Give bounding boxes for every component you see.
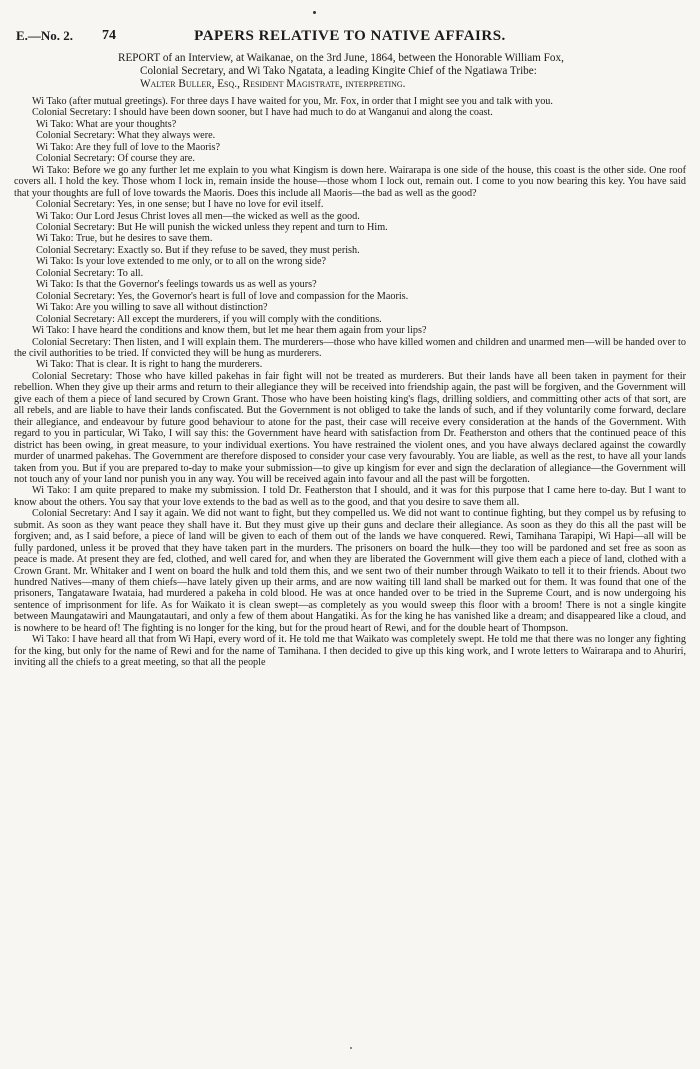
page-title: PAPERS RELATIVE TO NATIVE AFFAIRS. — [194, 28, 506, 44]
paragraph: Wi Tako: I have heard all that from Wi Hapi, every word of it. He told me that Waikato was completely swept. He told me that there was no longer any fighting for the king, but only for the name of Rewi and for the name of Tamihana. I then decided to give up this king work, and I wrote letters to Wairarapa and to Ahuriri, inviting all the chiefs to a great meeting, so that all the people — [14, 634, 686, 669]
paragraph: Colonial Secretary: Yes, the Governor's heart is full of love and compassion for the Maoris. — [36, 290, 409, 302]
paragraph: Wi Tako: Are they full of love to the Maoris? — [36, 141, 220, 153]
paragraph: Wi Tako (after mutual greetings). For three days I have waited for you, Mr. Fox, in order that I might see you and talk with you. — [32, 96, 553, 107]
paragraph: Wi Tako: Our Lord Jesus Christ loves all men—the wicked as well as the good. — [36, 210, 360, 222]
paragraph: Colonial Secretary: What they always were. — [36, 130, 216, 142]
paragraph: Colonial Secretary: All except the murderers, if you will comply with the conditions. — [36, 313, 382, 325]
report-heading-line-3: Walter Buller, Esq., Resident Magistrate, interpreting. — [140, 78, 406, 90]
paragraph: Wi Tako: Are you willing to save all without distinction? — [36, 302, 268, 314]
paragraph: Colonial Secretary: Yes, in one sense; but I have no love for evil itself. — [36, 199, 324, 211]
paragraph: Colonial Secretary: Those who have killed pakehas in fair fight will not be treated as murderers. But their lands have all been taken in payment for their rebellion. When they give up their arms and return to their allegiance they will be received into friendship again, the past will be forgiven, and the Government will give each of them a piece of land secured by Crown Grant. Those who have been hoisting king's flags, drilling soldiers, and committing other acts of that sort, are all rebels, and are liable to have their lands confiscated. But the Government is not obliged to take the lands of such, and if they voluntarily come forward, declare their allegiance, and endeavour by future good behaviour to atone for the past, their case will receive every consideration at the hands of the Government. With regard to you in particular, Wi Tako, I will say this: the Government have heard with satisfaction from Dr. Featherston and others that the continued peace of this district has been owing, in great measure, to your individual exertions. You have restrained the violent ones, and you have always declared against the cowardly murder of unarmed pakehas. The Government are therefore disposed to consider your case very favourably. You are liable, as well as the rest, to have all your lands taken from you. But if you are prepared to-day to make your submission—to give up kingism for ever and sign the declaration of allegiance—the Government will not touch any of your land nor punish you in any way. You will be received again into favour and all the past will be forgotten. — [14, 370, 686, 485]
paragraph: Colonial Secretary: I should have been down sooner, but I have had much to do at Wanganui and along the coast. — [32, 107, 493, 119]
paragraph: Colonial Secretary: But He will punish the wicked unless they repent and turn to Him. — [36, 221, 388, 233]
paragraph: Wi Tako: I am quite prepared to make my submission. I told Dr. Featherston that I should, and it was for this purpose that I came here to-day. But I want to know about the others. You say that your love extends to the bad as well as to the good, and that you desire to save them all. — [14, 485, 686, 508]
paragraph: Colonial Secretary: To all. — [36, 267, 144, 279]
report-heading-line-2: Colonial Secretary, and Wi Tako Ngatata, a leading Kingite Chief of the Ngatiawa Tribe: — [140, 65, 537, 77]
paragraph: Colonial Secretary: Then listen, and I will explain them. The murderers—those who have killed women and children and unarmed men—will be handed over to the civil authorities to be tried. If convicted they will be hung as murderers. — [14, 336, 686, 359]
interview-body — [14, 96, 686, 669]
document-reference: E.—No. 2. — [16, 28, 74, 43]
paragraph: Wi Tako: I have heard the conditions and know them, but let me hear them again from your lips? — [32, 325, 427, 337]
report-heading-line-1: REPORT of an Interview, at Waikanae, on the 3rd June, 1864, between the Honorable William Fox, — [118, 52, 564, 64]
paragraph: Wi Tako: Before we go any further let me explain to you what Kingism is down here. Wairarapa is one side of the house, this coast is the other side. One roof covers all. I hold the key. Those whom I lock in, remain inside the house—those whom I lock out, remain out. I come to you now bearing this key. You have said that your thoughts are full of love towards the Maoris. Does this include all Maoris—the bad as well as the good? — [14, 164, 686, 199]
page-number: 74 — [102, 28, 116, 43]
page-mark — [350, 1047, 352, 1049]
report-heading — [118, 52, 684, 91]
paragraph: Colonial Secretary: Exactly so. But if they refuse to be saved, they must perish. — [36, 244, 360, 256]
paragraph: Wi Tako: Is your love extended to me only, or to all on the wrong side? — [36, 256, 327, 268]
paragraph: Wi Tako: Is that the Governor's feelings towards us as well as yours? — [36, 279, 317, 291]
paragraph: Colonial Secretary: Of course they are. — [36, 153, 195, 165]
page-header — [16, 28, 684, 48]
paragraph: Wi Tako: What are your thoughts? — [36, 118, 177, 130]
page-mark — [313, 11, 316, 14]
paragraph: Wi Tako: True, but he desires to save them. — [36, 233, 213, 245]
paragraph: Wi Tako: That is clear. It is right to hang the murderers. — [36, 359, 263, 371]
paragraph: Colonial Secretary: And I say it again. We did not want to fight, but they compelled us. We did not want to continue fighting, but they compel us by refusing to submit. As soon as they want peace they shall have it. But they must give up their guns and declare their allegiance. As soon as they do this all the past will be forgiven; and, as I said before, a piece of land will be given to each of them out of the lands we have conquered. Rewi, Tamihana Tarapipi, Wi Hapi—all will be fully pardoned, unless it be proved that they have taken part in the murders. The prisoners on board the hulk—they too will be pardoned and set free as soon as peace is made. At present they are fed, clothed, and well cared for, and when they are liberated the Government will give them each a piece of land, clothed with a Crown Grant. Mr. Whitaker and I went on board the hulk and told them this, and we sent two of their number through Waikato to tell it to their friends. About two hundred Natives—many of them chiefs—have lately given up their arms, and are now waiting till land shall be marked out for them. It was found that one of the prisoners, Tangataware Iwataia, had murdered a pakeha in cold blood. He was at once handed over to be tried in the Supreme Court, and is now undergoing his sentence of imprisonment for life. As for Waikato it is clean swept—as completely as you would sweep this floor with a broom! There is not a single kingite between Maungatawiri and Maungatautari, and only a few of them about Hangatiki. As for the king he has vanished like a dream; and disappeared like a cloud, and is nowhere to be heard of! The fighting is no longer for the king, but for the proud heart of Rewi, and for the double heart of Thompson. — [14, 508, 686, 634]
